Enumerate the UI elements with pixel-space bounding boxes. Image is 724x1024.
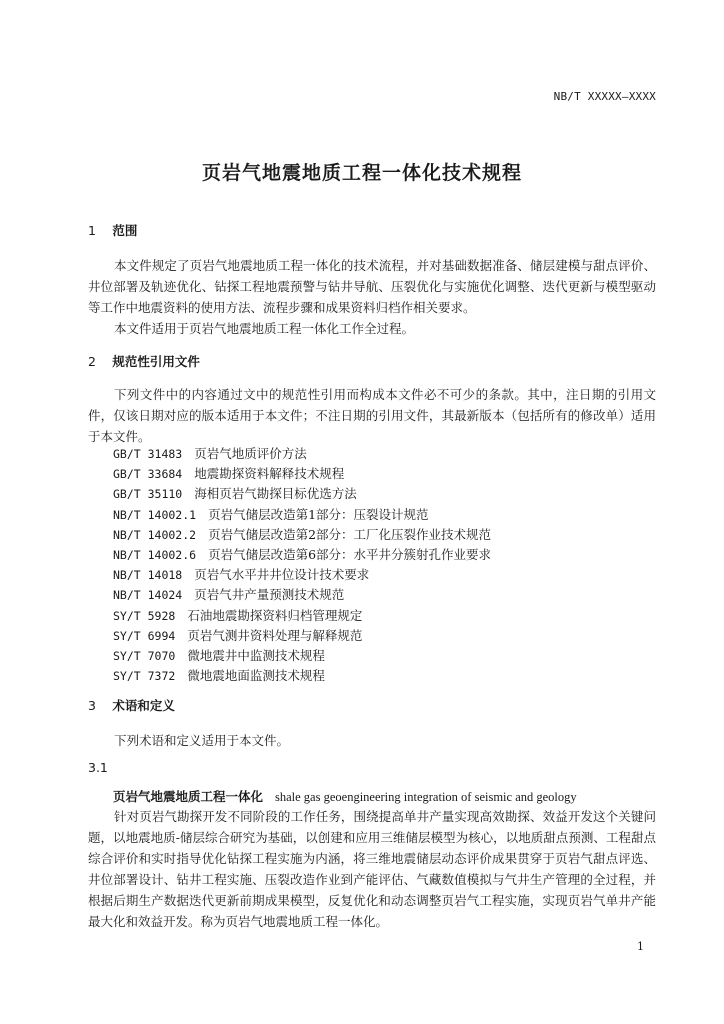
reference-item	[113, 646, 491, 666]
reference-item	[113, 464, 491, 484]
section-heading-terms	[88, 696, 175, 714]
document-title: 页岩气地震地质工程一体化技术规程	[201, 162, 522, 184]
reference-code: NB/T 14024	[113, 588, 183, 603]
reference-code: SY/T 5928	[113, 608, 176, 623]
reference-item	[113, 484, 491, 504]
reference-title: 页岩气地质评价方法	[194, 446, 307, 461]
document-code: NB/T XXXXX—XXXX	[553, 90, 656, 103]
term-definition: 针对页岩气勘探开发不同阶段的工作任务，围绕提高单井产量实现高效勘探、效益开发这个关键问题，以地震地质-储层综合研究为基础，以创建和应用三维储层模型为核心，以地质甜点预测、工程甜点综合评价和实时指导优化钻探工程实施为内涵，将三维地震储层动态评价成果贯穿于页岩气甜点评选、井位部署设计、钻井工程实施、压裂改造作业到产能评估、气藏数值模拟与气井生产管理的全过程，并根据后期生产数据迭代更新前期成果模型，反复优化和动态调整页岩气工程实施，实现页岩气单井产能最大化和效益开发。称为页岩气地震地质工程一体化。	[88, 809, 656, 929]
reference-code: NB/T 14002.6	[113, 548, 197, 563]
reference-title: 石油地震勘探资料归档管理规定	[187, 607, 363, 623]
reference-code: NB/T 14018	[113, 568, 183, 583]
reference-title: 页岩气储层改造第2部分：工厂化压裂作业技术规范	[208, 526, 492, 542]
reference-item	[113, 606, 491, 626]
reference-item	[113, 505, 491, 525]
section-heading-normative	[88, 352, 200, 370]
section-title: 术语和定义	[112, 698, 175, 713]
reference-title: 微地震地面监测技术规程	[187, 668, 325, 684]
reference-title: 页岩气测井资料处理与解释规范	[187, 627, 363, 643]
term-entry	[113, 787, 577, 805]
reference-item	[113, 565, 491, 585]
reference-code: SY/T 6994	[113, 628, 176, 643]
section-number: 1	[88, 223, 96, 238]
reference-title: 页岩气储层改造第1部分：压裂设计规范	[208, 506, 429, 522]
reference-item	[113, 666, 491, 686]
reference-list	[113, 444, 491, 686]
reference-item	[113, 525, 491, 545]
section-title: 规范性引用文件	[112, 354, 200, 369]
reference-code: NB/T 14002.1	[113, 507, 197, 522]
section-heading-scope	[88, 221, 137, 239]
term-english: shale gas geoengineering integration of seismic and geology	[275, 790, 577, 804]
reference-code: SY/T 7070	[113, 649, 176, 664]
scope-applicability: 本文件适用于页岩气地震地质工程一体化工作全过程。	[114, 321, 415, 336]
section-title: 范围	[112, 223, 138, 238]
reference-code: NB/T 14002.2	[113, 527, 197, 542]
reference-title: 微地震井中监测技术规程	[187, 648, 325, 664]
reference-title: 地震勘探资料解释技术规程	[194, 466, 345, 482]
terms-intro: 下列术语和定义适用于本文件。	[114, 733, 290, 748]
reference-code: GB/T 35110	[113, 487, 183, 502]
reference-title: 页岩气储层改造第6部分：水平井分簇射孔作业要求	[208, 547, 492, 563]
reference-code: SY/T 7372	[113, 669, 176, 684]
reference-item	[113, 626, 491, 646]
normative-intro: 下列文件中的内容通过文中的规范性引用而构成本文件必不可少的条款。其中，注日期的引用文件，仅该日期对应的版本适用于本文件；不注日期的引用文件，其最新版本（包括所有的修改单）适用于本文件。	[88, 387, 656, 444]
reference-item	[113, 545, 491, 565]
section-number: 2	[88, 354, 96, 369]
reference-title: 页岩气水平井井位设计技术要求	[194, 567, 370, 583]
reference-code: GB/T 31483	[113, 447, 183, 461]
page-number: 1	[637, 940, 644, 953]
reference-title: 页岩气井产量预测技术规范	[194, 587, 345, 603]
reference-code: GB/T 33684	[113, 467, 183, 482]
scope-paragraph: 本文件规定了页岩气地震地质工程一体化的技术流程，并对基础数据准备、储层建模与甜点评价、井位部署及轨迹优化、钻探工程地震预警与钻井导航、压裂优化与实施优化调整、迭代更新与模型驱动等工作中地震资料的使用方法、流程步骤和成果资料归档作相关要求。	[88, 258, 656, 315]
term-chinese: 页岩气地震地质工程一体化	[113, 789, 264, 804]
term-number: 3.1	[88, 760, 108, 775]
reference-item	[113, 585, 491, 605]
section-number: 3	[88, 698, 96, 713]
reference-title: 海相页岩气勘探目标优选方法	[194, 486, 357, 502]
reference-item	[113, 444, 491, 464]
